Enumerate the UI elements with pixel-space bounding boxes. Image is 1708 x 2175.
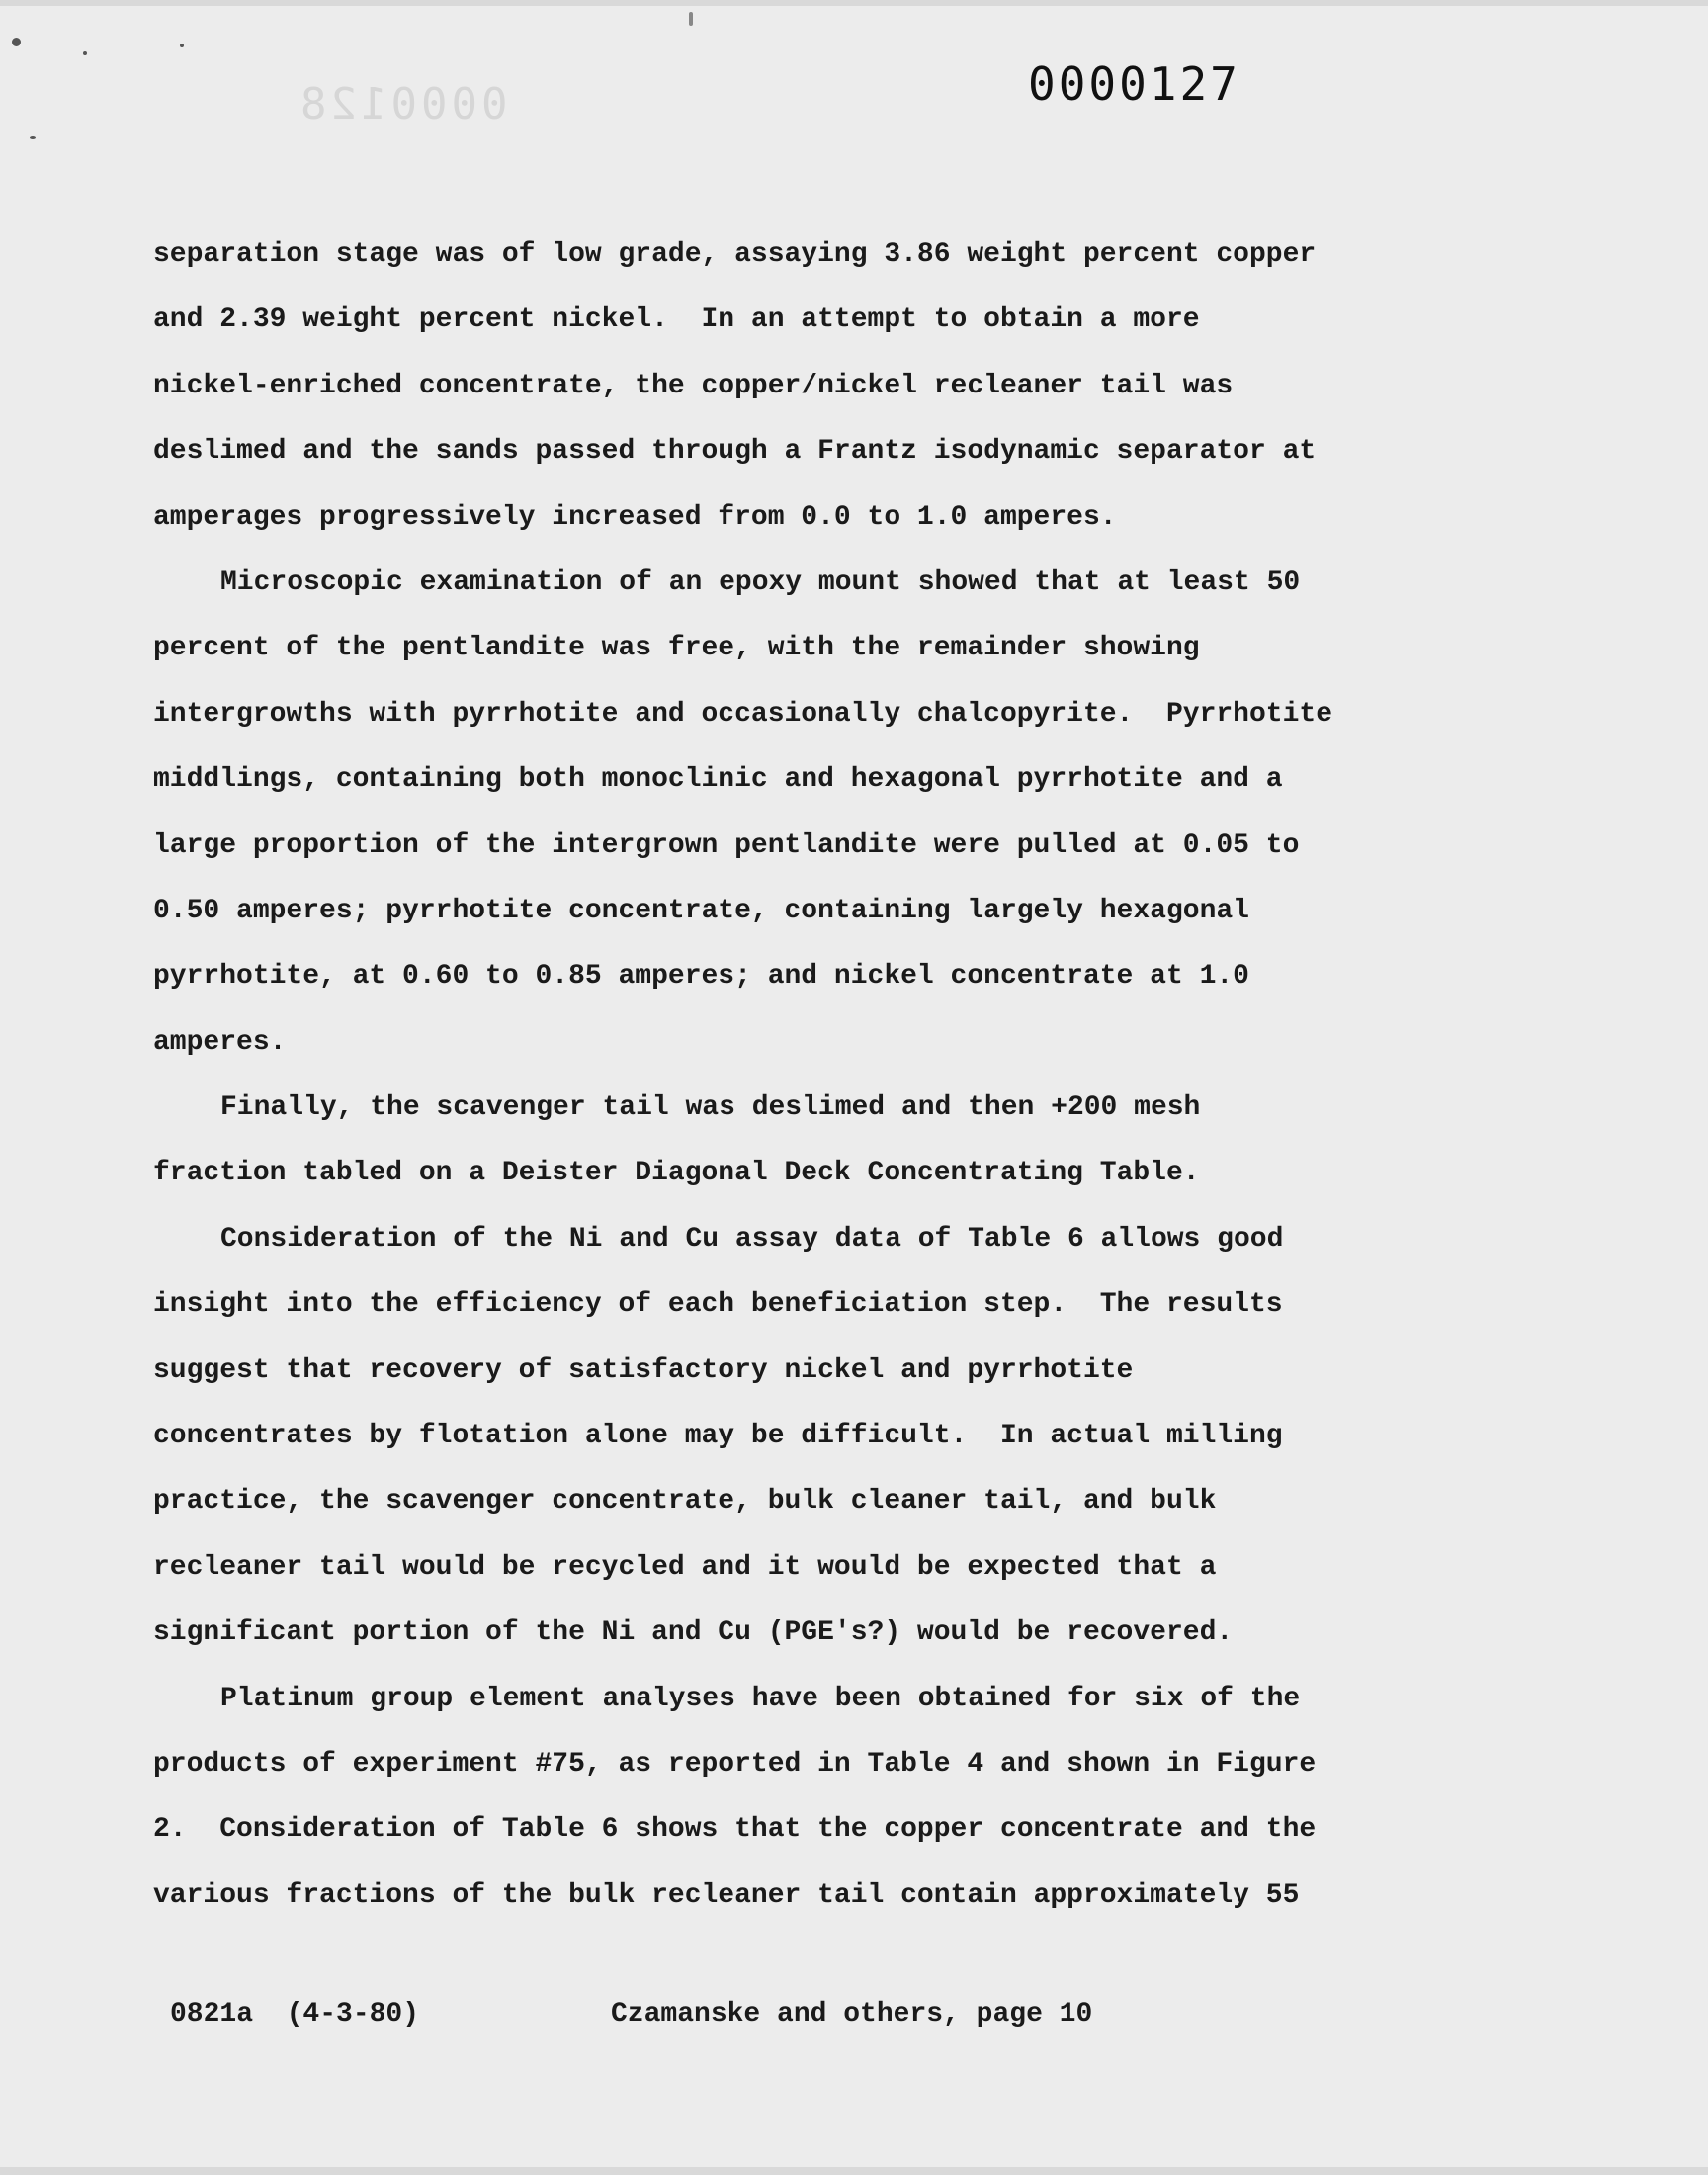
scan-speck [30,136,36,139]
body-text [153,222,1379,1929]
text-line: separation stage was of low grade, assaying 3.86 weight percent copper [153,239,1317,270]
text-line: 2. Consideration of Table 6 shows that the copper concentrate and the [153,1814,1317,1846]
footer-document-code: 0821a (4-3-80) [170,1999,420,2030]
text-line: products of experiment #75, as reported in Table 4 and shown in Figure [153,1748,1317,1780]
text-line: significant portion of the Ni and Cu (PGE's?) would be recovered. [153,1617,1234,1649]
paragraph [153,1207,1379,1667]
text-line: Microscopic examination of an epoxy mount showed that at least 50 [220,566,1301,598]
text-line: amperes. [153,1026,287,1058]
text-line: Finally, the scavenger tail was deslimed and then +200 mesh [220,1092,1201,1124]
paragraph [153,1667,1379,1930]
page-number: 0000127 [1028,57,1240,111]
text-line: 0.50 amperes; pyrrhotite concentrate, containing largely hexagonal [153,895,1249,926]
text-line: deslimed and the sands passed through a Frantz isodynamic separator at [153,436,1317,468]
text-line: Platinum group element analyses have been obtained for six of the [220,1683,1301,1714]
text-line: Consideration of the Ni and Cu assay data of Table 6 allows good [220,1223,1284,1255]
text-line: concentrates by flotation alone may be difficult. In actual milling [153,1421,1283,1452]
text-line: amperages progressively increased from 0.0 to 1.0 amperes. [153,501,1117,533]
text-line: practice, the scavenger concentrate, bulk cleaner tail, and bulk [153,1486,1217,1518]
text-line: insight into the efficiency of each beneficiation step. The results [153,1289,1283,1321]
scan-edge-top [0,0,1708,6]
text-line: nickel-enriched concentrate, the copper/nickel recleaner tail was [153,370,1234,401]
text-line: large proportion of the intergrown pentlandite were pulled at 0.05 to [153,829,1300,861]
scan-speck [689,12,693,26]
paragraph [153,1076,1379,1207]
text-line: and 2.39 weight percent nickel. In an attempt to obtain a more [153,304,1200,336]
paragraph [153,222,1379,551]
footer-reference: Czamanske and others, page 10 [611,1999,1093,2030]
text-line: intergrowths with pyrrhotite and occasionally chalcopyrite. Pyrrhotite [153,698,1332,730]
text-line: fraction tabled on a Deister Diagonal Deck Concentrating Table. [153,1158,1200,1189]
text-line: suggest that recovery of satisfactory nickel and pyrrhotite [153,1354,1134,1386]
text-line: pyrrhotite, at 0.60 to 0.85 amperes; and nickel concentrate at 1.0 [153,961,1249,993]
text-line: percent of the pentlandite was free, with the remainder showing [153,633,1200,664]
scan-speck [12,38,21,46]
text-line: various fractions of the bulk recleaner tail contain approximately 55 [153,1879,1300,1911]
scan-speck [83,51,87,55]
text-line: recleaner tail would be recycled and it would be expected that a [153,1551,1217,1583]
bleed-through-page-number: 0000128 [297,79,508,130]
scan-speck [180,44,184,47]
text-line: middlings, containing both monoclinic and hexagonal pyrrhotite and a [153,764,1283,796]
scan-edge-bottom [0,2167,1708,2175]
paragraph [153,551,1379,1076]
